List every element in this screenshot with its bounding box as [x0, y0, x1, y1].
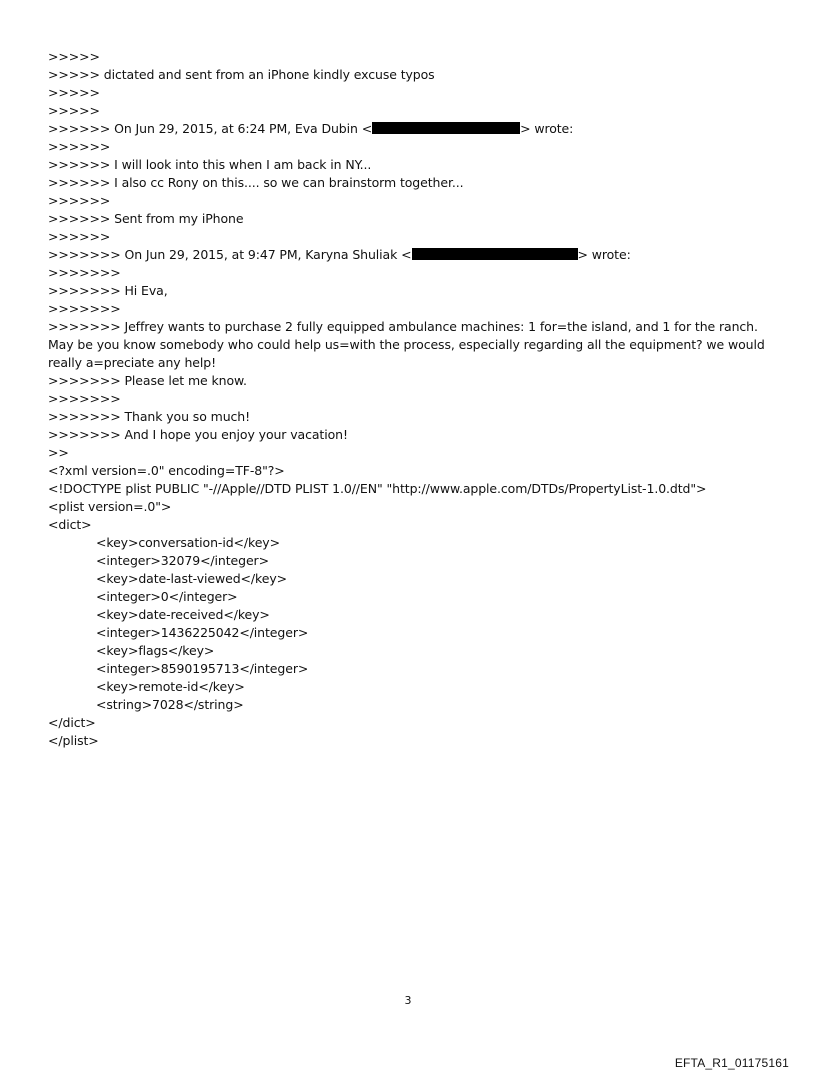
quoted-line: >>>>>	[48, 103, 100, 118]
document-id: EFTA_R1_01175161	[674, 1056, 789, 1070]
plist-entry: <integer>8590195713</integer>	[96, 661, 309, 676]
quoted-line: >>>>>>> Thank you so much!	[48, 409, 251, 424]
plist-entry: <key>remote-id</key>	[96, 679, 245, 694]
plist-entry: <integer>0</integer>	[96, 589, 238, 604]
redaction-block	[412, 248, 578, 260]
quoted-line: >>>>>>	[48, 229, 111, 244]
quoted-line: >>	[48, 445, 69, 460]
dict-open-tag: <dict>	[48, 517, 92, 532]
quoted-line: >>>>>>>	[48, 265, 121, 280]
quoted-line: >>>>>>	[48, 193, 111, 208]
quoted-line: >>>>>>>	[48, 391, 121, 406]
message-body-paragraph: >>>>>>> Jeffrey wants to purchase 2 fully equipped ambulance machines: 1 for=the island, and 1 for the ranch. May be you know somebody who could help us=with the process, especially regarding all the equipment? we would really a=preciate any help!	[48, 319, 765, 370]
plist-entry: <key>date-last-viewed</key>	[96, 571, 287, 586]
quoted-line: >>>>>>	[48, 139, 111, 154]
quoted-line: >>>>>>>	[48, 301, 121, 316]
reply-header-karyna	[48, 246, 776, 264]
quoted-line: >>>>>>> Hi Eva,	[48, 283, 168, 298]
quoted-line: >>>>>> Sent from my iPhone	[48, 211, 244, 226]
plist-entry: <key>flags</key>	[96, 643, 215, 658]
reply-header-text: >>>>>>> On Jun 29, 2015, at 9:47 PM, Karyna Shuliak <	[48, 247, 412, 262]
quoted-line: >>>>>	[48, 49, 100, 64]
plist-entry: <string>7028</string>	[96, 697, 244, 712]
page-number: 3	[404, 994, 412, 1007]
plist-entry: <integer>1436225042</integer>	[96, 625, 309, 640]
quoted-line: >>>>>>> And I hope you enjoy your vacation!	[48, 427, 348, 442]
dict-close-tag: </dict>	[48, 715, 96, 730]
quoted-line: >>>>>> I also cc Rony on this.... so we can brainstorm together...	[48, 175, 464, 190]
quoted-line: >>>>>> I will look into this when I am back in NY...	[48, 157, 372, 172]
document-body	[48, 48, 776, 750]
redaction-block	[372, 122, 520, 134]
quoted-line: >>>>>>> Please let me know.	[48, 373, 247, 388]
plist-doctype: <!DOCTYPE plist PUBLIC "-//Apple//DTD PLIST 1.0//EN" "http://www.apple.com/DTDs/PropertyList-1.0.dtd">	[48, 481, 707, 496]
reply-header-text: >>>>>> On Jun 29, 2015, at 6:24 PM, Eva Dubin <	[48, 121, 373, 136]
quoted-line: >>>>>	[48, 85, 100, 100]
reply-header-eva	[48, 120, 776, 138]
reply-header-tail: > wrote:	[577, 247, 631, 262]
plist-entry: <key>date-received</key>	[96, 607, 270, 622]
plist-close-tag: </plist>	[48, 733, 99, 748]
plist-open-tag: <plist version=.0">	[48, 499, 172, 514]
quoted-line: >>>>> dictated and sent from an iPhone kindly excuse typos	[48, 67, 435, 82]
xml-declaration: <?xml version=.0" encoding=TF-8"?>	[48, 463, 285, 478]
plist-entry: <key>conversation-id</key>	[96, 535, 280, 550]
plist-entry: <integer>32079</integer>	[96, 553, 269, 568]
reply-header-tail: > wrote:	[520, 121, 574, 136]
